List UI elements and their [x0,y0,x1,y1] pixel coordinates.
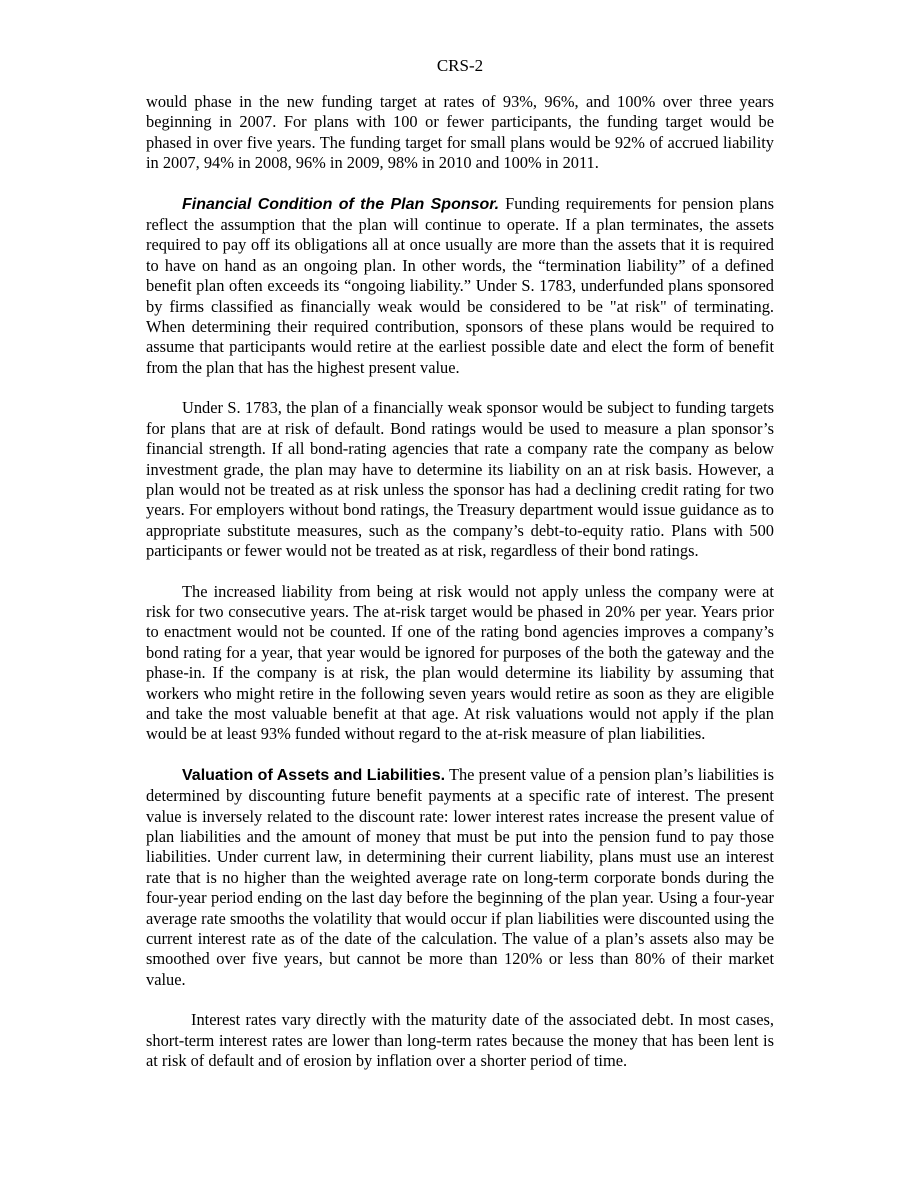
paragraph-financial-condition [146,194,774,379]
paragraph-valuation-body: The present value of a pension plan’s liabilities is determined by discounting future benefit payments at a specific rate of interest. The present value is inversely related to the discount rate: lower interest rates increase the present value of plan liabilities and the amount of money that must be put into the pension fund to pay those liabilities. Under current law, in determining their current liability, plans must use an interest rate that is no higher than the weighted average rate on long-term corporate bonds during the four-year period ending on the last day before the beginning of the plan year. Using a four-year average rate smooths the volatility that would occur if plan liabilities were discounted using the current interest rate as of the date of the calculation. The value of a plan’s assets also may be smoothed over five years, but cannot be more than 120% or less than 80% of their market value. [146,764,774,989]
body-text [146,92,774,1091]
paragraph-continuation: would phase in the new funding target at rates of 93%, 96%, and 100% over three years beginning in 2007. For plans with 100 or fewer participants, the funding target would be phased in over five years. The funding target for small plans would be 92% of accrued liability in 2007, 94% in 2008, 96% in 2009, 98% in 2010 and 100% in 2011. [146,92,774,173]
paragraph-financial-condition-body: Funding requirements for pension plans reflect the assumption that the plan will continue to operate. If a plan terminates, the assets required to pay off its obligations all at once usually are more than the assets that it is required to have on hand as an ongoing plan. In other words, the “termination liability” of a defined benefit plan often exceeds its “ongoing liability.” Under S. 1783, underfunded plans sponsored by firms classified as financially weak would be considered to be "at risk" of terminating. When determining their required contribution, sponsors of these plans would be required to assume that participants would retire at the earliest possible date and elect the form of benefit from the plan that has the highest present value. [146,193,774,377]
paragraph-bond-ratings: Under S. 1783, the plan of a financially weak sponsor would be subject to funding targets for plans that are at risk of default. Bond ratings would be used to measure a plan sponsor’s financial strength. If all bond-rating agencies that rate a company rate the company as below investment grade, the plan may have to determine its liability on an at risk basis. However, a plan would not be treated as at risk unless the sponsor has had a declining credit rating for two years. For employers without bond ratings, the Treasury department would issue guidance as to appropriate substitute measures, such as the company’s debt-to-equity ratio. Plans with 500 participants or fewer would not be treated as at risk, regardless of their bond ratings. [146,398,774,561]
section-heading-valuation: Valuation of Assets and Liabilities. [182,766,446,784]
paragraph-increased-liability: The increased liability from being at risk would not apply unless the company were at risk for two consecutive years. The at-risk target would be phased in 20% per year. Years prior to enactment would not be counted. If one of the rating bond agencies improves a company’s bond rating for a year, that year would be ignored for purposes of the both the gateway and the phase-in. If the company is at risk, the plan would determine its liability by assuming that workers who might retire in the following seven years would retire as soon as they are eligible and take the most valuable benefit at that age. At risk valuations would not apply if the plan would be at least 93% funded without regard to the at-risk measure of plan liabilities. [146,581,774,744]
paragraph-interest-rates: Interest rates vary directly with the maturity date of the associated debt. In most cases, short-term interest rates are lower than long-term rates because the money that has been lent is at risk of default and of erosion by inflation over a shorter period of time. [146,1010,774,1071]
paragraph-valuation [146,765,774,990]
section-heading-financial-condition: Financial Condition of the Plan Sponsor. [182,195,500,213]
page-header: CRS-2 [436,56,484,75]
